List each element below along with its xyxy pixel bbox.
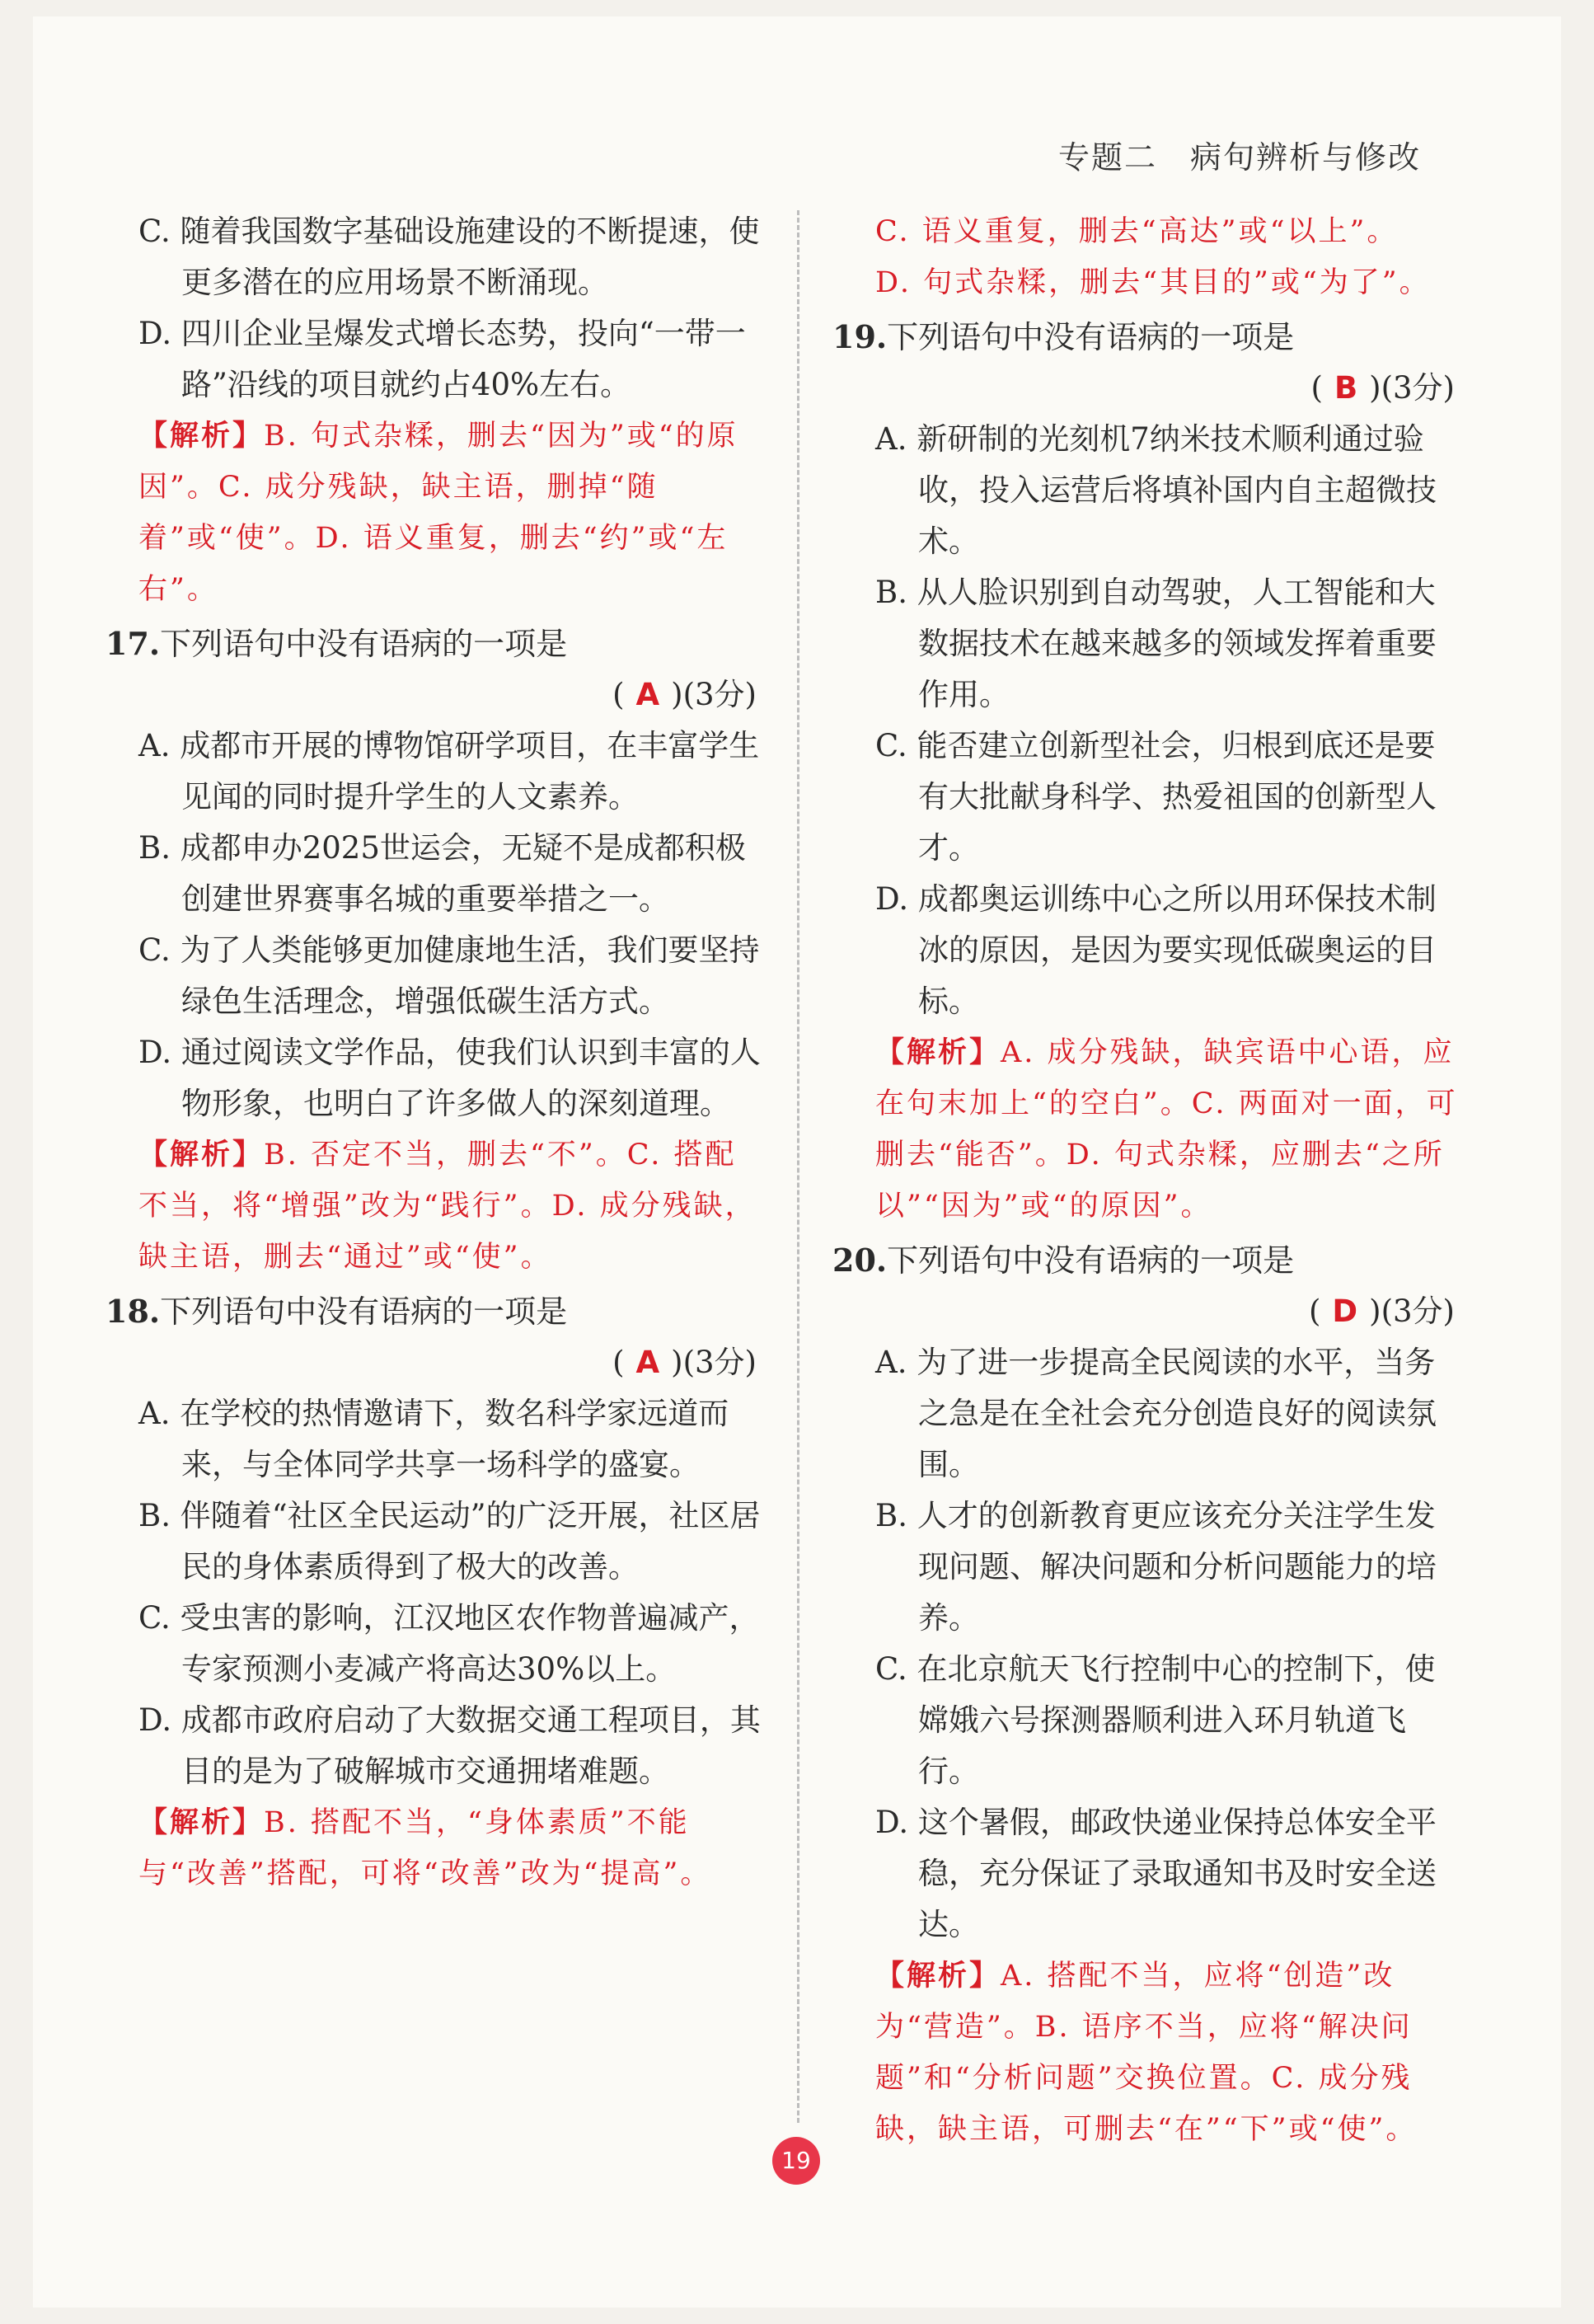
question-16-option-c: C. 随着我国数字基础设施建设的不断提速，使更多潜在的应用场景不断涌现。 [138,214,760,300]
answer-letter: B [1334,370,1358,406]
question-17-option-c: C. 为了人类能够更加健康地生活，我们要坚持绿色生活理念，增强低碳生活方式。 [138,932,760,1019]
score: (3分) [682,677,757,712]
explanation-text: A. 成分残缺，缺宾语中心语，应在句末加上“的空白”。C. 两面对一面，可删去“能否”。D. 句式杂糅，应删去“之所以”“因为”或“的原因”。 [875,1036,1458,1223]
question-20-option-b: B. 人才的创新教育更应该充分关注学生发现问题、解决问题和分析问题能力的培养。 [875,1498,1437,1636]
question-stem: 下列语句中没有语病的一项是 [887,319,1295,355]
question-number: 17. [105,625,161,662]
question-18-option-a: A. 在学校的热情邀请下，数名科学家远道而来，与全体同学共享一场科学的盛宴。 [138,1396,729,1482]
question-19-option-c: C. 能否建立创新型社会，归根到底还是要有大批献身科学、热爱祖国的创新型人才。 [875,728,1437,866]
question-18-option-b: B. 伴随着“社区全民运动”的广泛开展，社区居民的身体素质得到了极大的改善。 [138,1498,761,1585]
question-number: 19. [832,318,888,355]
explanation-text: B. 句式杂糅，删去“因为”或“的原因”。C. 成分残缺，缺主语，删掉“随着”或“使”。D. 语义重复，删去“约”或“左右”。 [138,420,738,606]
answer-letter: A [635,677,660,712]
question-stem: 下列语句中没有语病的一项是 [160,1293,568,1330]
score: (3分) [1381,370,1455,406]
question-20-explanation [832,1951,1463,2155]
score: (3分) [682,1345,757,1380]
question-stem: 下列语句中没有语病的一项是 [887,1242,1295,1279]
question-number: 18. [105,1293,161,1330]
question-18-explanation-cont-c: C. 语义重复，删去“高达”或“以上”。 [875,215,1399,248]
question-18-answer-line: ( A )(3分) [612,1345,757,1380]
explanation-text: B. 否定不当，删去“不”。C. 搭配不当，将“增强”改为“践行”。D. 成分残缺，缺主语，删去“通过”或“使”。 [138,1139,757,1274]
question-19 [832,312,1463,363]
question-19-answer-line: ( B )(3分) [1310,370,1455,406]
question-17-option-d: D. 通过阅读文学作品，使我们认识到丰富的人物形象，也明白了许多做人的深刻道理。 [138,1035,761,1121]
question-20-option-c: C. 在北京航天飞行控制中心的控制下，使嫦娥六号探测器顺利进入环月轨道飞行。 [875,1651,1436,1789]
left-column [105,206,765,1899]
question-16-option-d: D. 四川企业呈爆发式增长态势，投向“一带一路”沿线的项目就约占40%左右。 [138,316,746,402]
explanation-tag: 【解析】 [138,1805,265,1839]
question-18-option-d: D. 成都市政府启动了大数据交通工程项目，其目的是为了破解城市交通拥堵难题。 [138,1702,761,1789]
explanation-tag: 【解析】 [875,1035,1001,1069]
question-20-option-d: D. 这个暑假，邮政快递业保持总体安全平稳，充分保证了录取通知书及时安全送达。 [875,1805,1437,1942]
right-column [832,206,1463,2155]
column-divider [797,210,799,2123]
explanation-tag: 【解析】 [138,419,265,453]
question-19-option-b: B. 从人脸识别到自动驾驶，人工智能和大数据技术在越来越多的领域发挥着重要作用。 [875,575,1437,712]
question-19-explanation [832,1027,1463,1232]
question-18-explanation-cont-d: D. 句式杂糅，删去“其目的”或“为了”。 [875,266,1431,299]
question-17-answer-line: ( A )(3分) [612,677,757,712]
page-number-badge: 19 [772,2137,820,2185]
question-17 [105,618,765,669]
question-20-answer-line: ( D )(3分) [1308,1293,1455,1329]
question-19-option-a: A. 新研制的光刻机7纳米技术顺利通过验收，投入运营后将填补国内自主超微技术。 [875,421,1437,559]
score: (3分) [1381,1293,1455,1329]
question-17-explanation [138,1129,765,1283]
explanation-tag: 【解析】 [138,1138,265,1171]
question-17-option-a: A. 成都市开展的博物馆研学项目，在丰富学生见闻的同时提升学生的人文素养。 [138,728,760,815]
explanation-text: A. 搭配不当，应将“创造”改为“营造”。B. 语序不当，应将“解决问题”和“分析问题”交换位置。C. 成分残缺，缺主语，可删去“在”“下”或“使”。 [875,1960,1418,2146]
page-header-title: 专题二 病句辨析与修改 [1057,139,1421,176]
question-17-option-b: B. 成都申办2025世运会，无疑不是成都积极创建世界赛事名城的重要举措之一。 [138,830,746,917]
question-stem: 下列语句中没有语病的一项是 [160,626,568,662]
explanation-text: B. 搭配不当，“身体素质”不能与“改善”搭配，可将“改善”改为“提高”。 [138,1806,712,1890]
question-20-option-a: A. 为了进一步提高全民阅读的水平，当务之急是在全社会充分创造良好的阅读氛围。 [875,1345,1437,1482]
answer-letter: D [1332,1293,1358,1329]
question-18-explanation [138,1797,765,1899]
question-number: 20. [832,1242,888,1279]
question-18 [105,1286,765,1337]
question-18-option-c: C. 受虫害的影响，江汉地区农作物普遍减产，专家预测小麦减产将高达30%以上。 [138,1600,760,1687]
answer-letter: A [635,1345,660,1380]
question-19-option-d: D. 成都奥运训练中心之所以用环保技术制冰的原因，是因为要实现低碳奥运的目标。 [875,881,1437,1019]
question-16-explanation [138,411,765,615]
question-20 [832,1235,1463,1286]
explanation-tag: 【解析】 [875,1959,1001,1993]
